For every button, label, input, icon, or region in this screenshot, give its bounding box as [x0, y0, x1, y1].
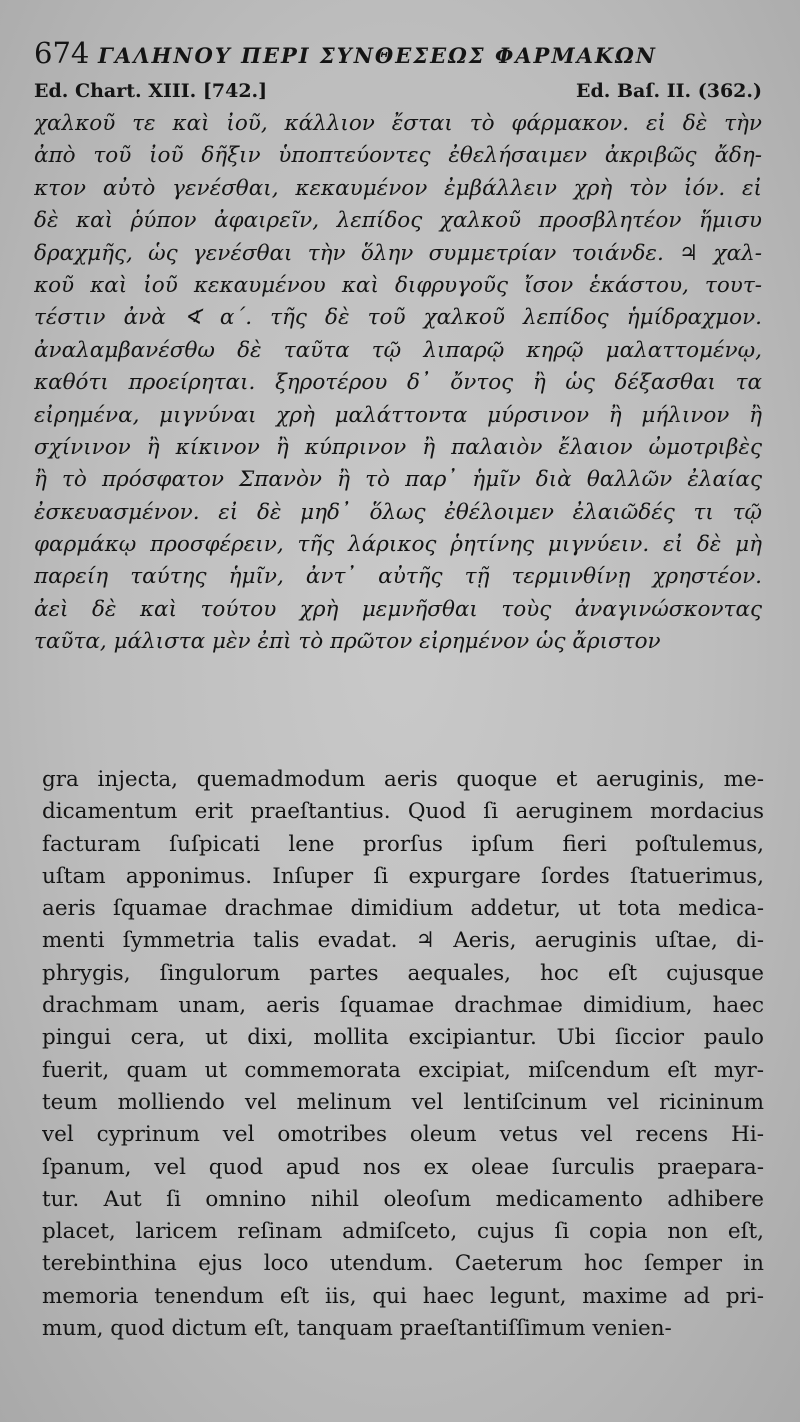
- latin-text-line: phrygis, ſingulorum partes aequales, hoc eſt cujusque: [42, 960, 764, 986]
- latin-text-line: terebinthina ejus loco utendum. Caeterum hoc ſemper in: [42, 1251, 764, 1277]
- edition-references: [34, 80, 762, 102]
- greek-text-line: ἀεὶ δὲ καὶ τούτου χρὴ μεμνῆσθαι τοὺς ἀναγινώσκοντας: [34, 596, 762, 622]
- latin-text-line: ſpanum, vel quod apud nos ex oleae ſurculis praepara-: [42, 1154, 764, 1180]
- latin-text-line: teum molliendo vel melinum vel lentiſcinum vel ricininum: [42, 1089, 764, 1115]
- page-header: [34, 36, 774, 70]
- greek-text-line: ἢ τὸ πρόσφατον Σπανὸν ἢ τὸ παρ᾽ ἡμῖν διὰ θαλλῶν ἐλαίας: [34, 467, 762, 493]
- greek-text-line: ἀναλαμβανέσθω δὲ ταῦτα τῷ λιπαρῷ κηρῷ μαλαττομένῳ,: [34, 337, 762, 363]
- greek-text-line: εἰρημένα, μιγνύναι χρὴ μαλάττοντα μύρσινον ἢ μήλινον ἢ: [34, 402, 762, 428]
- running-title: ΓΑΛΗΝΟΥ ΠΕΡΙ ΣΥΝΘΕΣΕΩΣ ΦΑΡΜΑΚΩΝ: [98, 43, 657, 68]
- latin-text-line: facturam ſuſpicati lene prorſus ipſum fieri poſtulemus,: [42, 831, 764, 857]
- latin-text-line: tur. Aut ſi omnino nihil oleoſum medicamento adhibere: [42, 1186, 764, 1212]
- latin-text-line: dicamentum erit praeſtantius. Quod ſi aeruginem mordacius: [42, 799, 764, 825]
- greek-text-line: κτον αὐτὸ γενέσθαι, κεκαυμένον ἐμβάλλειν χρὴ τὸν ἰόν. εἰ: [34, 175, 762, 201]
- greek-text-line: τέστιν ἀνὰ ∢ α΄. τῆς δὲ τοῦ χαλκοῦ λεπίδος ἡμίδραχμον.: [34, 305, 762, 331]
- edition-basel: Ed. Baſ. II. (362.): [575, 80, 762, 102]
- greek-text-line: ἀπὸ τοῦ ἰοῦ δῆξιν ὑποπτεύοντες ἐθελήσαιμεν ἀκριβῶς ἄδη-: [34, 143, 762, 169]
- greek-text-line: χαλκοῦ τε καὶ ἰοῦ, κάλλιον ἔσται τὸ φάρμακον. εἰ δὲ τὴν: [34, 111, 762, 136]
- greek-text-line: παρείη ταύτης ἡμῖν, ἀντ᾽ αὐτῆς τῇ τερμινθίνῃ χρηστέον.: [34, 564, 762, 590]
- greek-text-line: ταῦτα, μάλιστα μὲν ἐπὶ τὸ πρῶτον εἰρημένον ὡς ἄριστον: [34, 629, 661, 655]
- latin-text-line: fuerit, quam ut commemorata excipiat, miſcendum eſt myr-: [42, 1057, 764, 1083]
- latin-text-line: mum, quod dictum eſt, tanquam praeſtantiſſimum venien-: [42, 1316, 672, 1342]
- latin-text-line: vel cyprinum vel omotribes oleum vetus vel recens Hi-: [42, 1122, 764, 1148]
- greek-text-line: δραχμῆς, ὡς γενέσθαι τὴν ὅλην συμμετρίαν τοιάνδε. ♃ χαλ-: [34, 240, 762, 266]
- latin-text-block: [42, 764, 764, 1345]
- greek-text-line: φαρμάκῳ προσφέρειν, τῆς λάρικος ῥητίνης μιγνύειν. εἰ δὲ μὴ: [34, 532, 762, 558]
- latin-text-line: uſtam apponimus. Inſuper ſi expurgare ſordes ſtatuerimus,: [42, 863, 764, 889]
- latin-text-line: menti ſymmetria talis evadat. ♃ Aeris, aeruginis uſtae, di-: [42, 928, 764, 954]
- greek-text-line: σχίνινον ἢ κίκινον ἢ κύπρινον ἢ παλαιὸν ἔλαιον ὠμοτριβὲς: [34, 434, 762, 460]
- greek-text-line: ἐσκευασμένον. εἰ δὲ μηδ᾽ ὅλως ἐθέλοιμεν ἐλαιῶδές τι τῷ: [34, 499, 762, 525]
- latin-text-line: drachmam unam, aeris ſquamae drachmae dimidium, haec: [42, 993, 764, 1019]
- greek-text-line: κοῦ καὶ ἰοῦ κεκαυμένου καὶ διφρυγοῦς ἴσον ἑκάστου, τουτ-: [34, 272, 762, 298]
- latin-text-line: pingui cera, ut dixi, mollita excipiantur. Ubi ſiccior paulo: [42, 1025, 764, 1051]
- greek-text-line: δὲ καὶ ῥύπον ἀφαιρεῖν, λεπίδος χαλκοῦ προσβλητέον ἥμισυ: [34, 208, 762, 234]
- greek-text-line: καθότι προείρηται. ξηροτέρου δ᾽ ὄντος ἢ ὡς δέξασθαι τα: [34, 370, 762, 396]
- latin-text-line: gra injecta, quemadmodum aeris quoque et aeruginis, me-: [42, 767, 764, 792]
- latin-text-line: placet, laricem reſinam admiſceto, cujus ſi copia non eſt,: [42, 1219, 764, 1245]
- latin-text-line: memoria tenendum eſt iis, qui haec legunt, maxime ad pri-: [42, 1283, 764, 1309]
- page-number: 674: [34, 36, 90, 70]
- latin-text-line: aeris ſquamae drachmae dimidium addetur, ut tota medica-: [42, 896, 764, 922]
- edition-chartier: Ed. Chart. XIII. [742.]: [34, 80, 268, 102]
- greek-text-block: [34, 108, 762, 659]
- bleed-through-shadow: [30, 698, 770, 728]
